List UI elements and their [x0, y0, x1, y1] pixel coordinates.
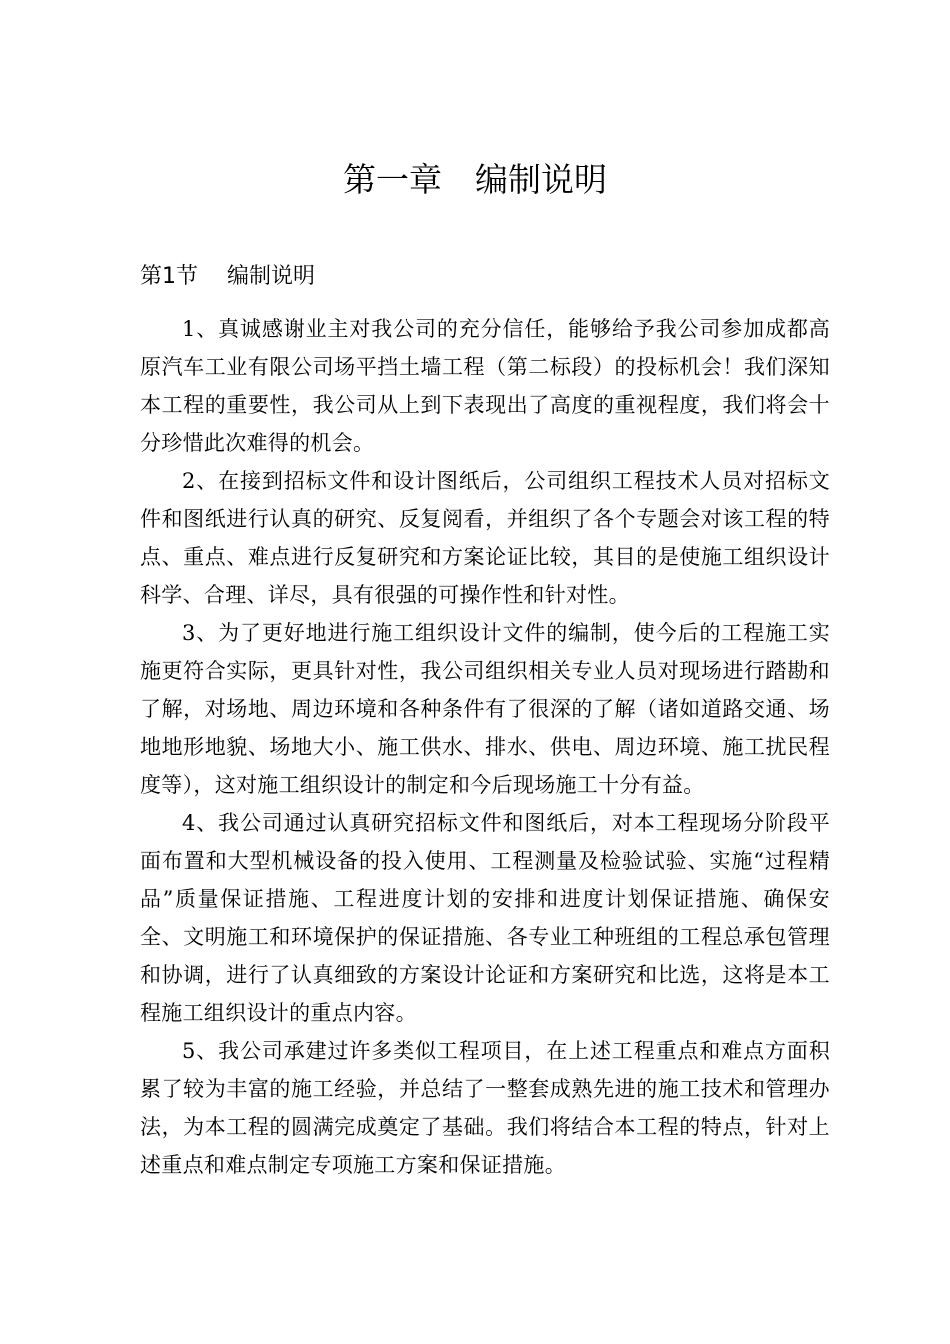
document-body — [140, 310, 830, 1184]
paragraph-4: 4、我公司通过认真研究招标文件和图纸后，对本工程现场分阶段平面布置和大型机械设备的投入使用、工程测量及检验试验、实施“过程精品”质量保证措施、工程进度计划的安排和进度计划保证措施、确保安全、文明施工和环境保护的保证措施、各专业工种班组的工程总承包管理和协调，进行了认真细致的方案设计论证和方案研究和比选，这将是本工程施工组织设计的重点内容。 — [140, 811, 830, 1025]
paragraph-2: 2、在接到招标文件和设计图纸后，公司组织工程技术人员对招标文件和图纸进行认真的研究、反复阅看，并组织了各个专题会对该工程的特点、重点、难点进行反复研究和方案论证比较，其目的是使施工组织设计科学、合理、详尽，具有很强的可操作性和针对性。 — [140, 469, 830, 607]
section-title: 第1节 编制说明 — [140, 264, 315, 289]
chapter-title: 第一章 编制说明 — [343, 160, 607, 199]
paragraph-3: 3、为了更好地进行施工组织设计文件的编制，使今后的工程施工实施更符合实际，更具针对性，我公司组织相关专业人员对现场进行踏勘和了解，对场地、周边环境和各种条件有了很深的了解（诸如道路交通、场地地形地貌、场地大小、施工供水、排水、供电、周边环境、施工扰民程度等），这对施工组织设计的制定和今后现场施工十分有益。 — [140, 621, 830, 797]
paragraph-5: 5、我公司承建过许多类似工程项目，在上述工程重点和难点方面积累了较为丰富的施工经验，并总结了一整套成熟先进的施工技术和管理办法，为本工程的圆满完成奠定了基础。我们将结合本工程的特点，针对上述重点和难点制定专项施工方案和保证措施。 — [140, 1039, 830, 1177]
paragraph-1: 1、真诚感谢业主对我公司的充分信任，能够给予我公司参加成都高原汽车工业有限公司场平挡土墙工程（第二标段）的投标机会！我们深知本工程的重要性，我公司从上到下表现出了高度的重视程度，我们将会十分珍惜此次难得的机会。 — [140, 317, 830, 455]
